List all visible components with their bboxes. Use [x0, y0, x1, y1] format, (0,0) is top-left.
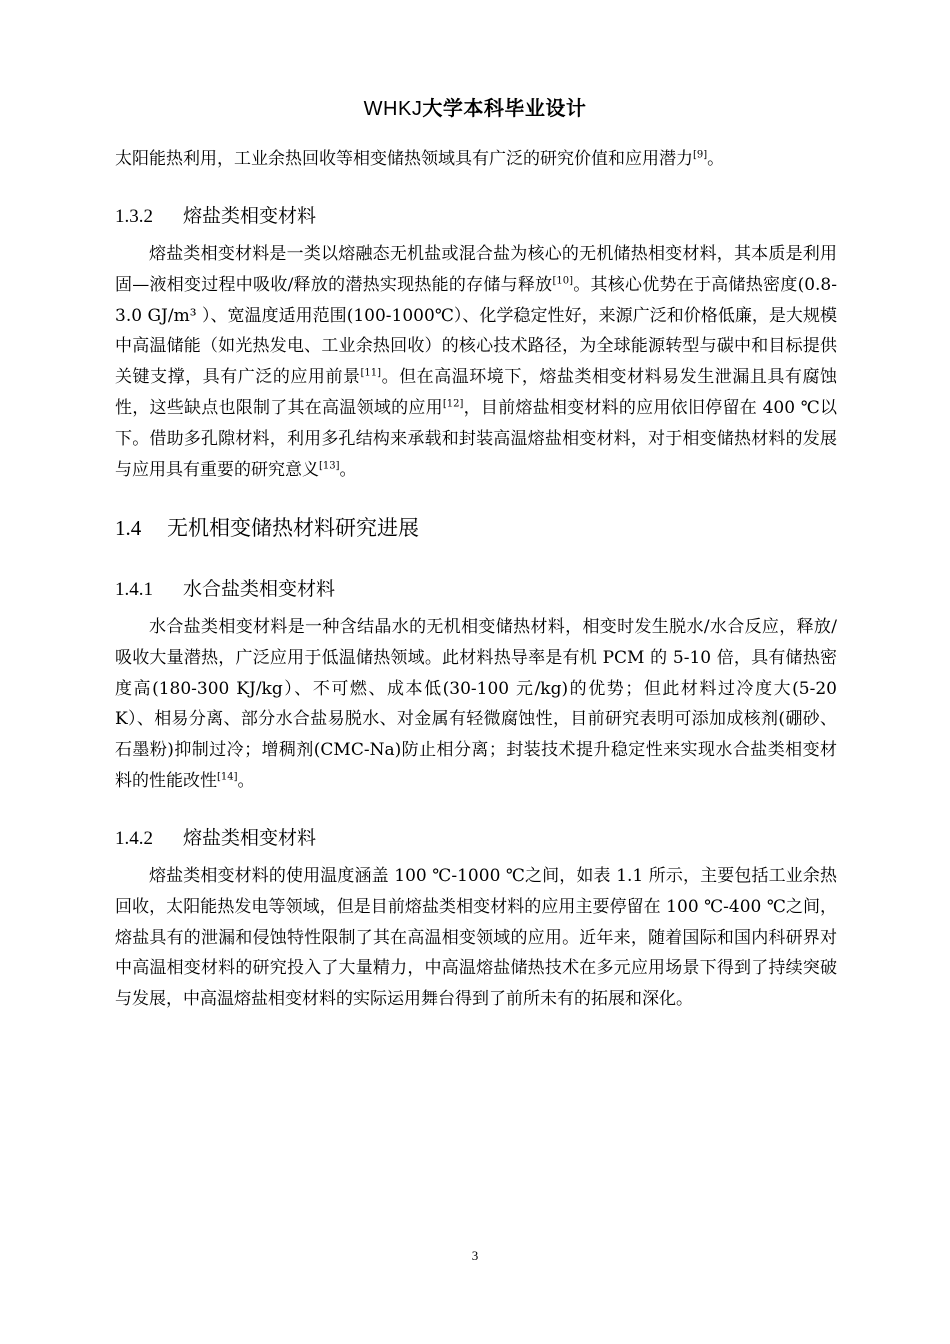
- page-header: [0, 92, 950, 121]
- paragraph-text: 。但在高温环境下，熔盐类相变材料易发生泄漏且具有腐蚀性，这些缺点也限制了其在高温领域的应用: [115, 367, 838, 418]
- page-number: 3: [471, 1248, 479, 1263]
- section-title: 无机相变储热材料研究进展: [167, 516, 419, 540]
- paragraph-hydrated-salt: [115, 612, 837, 797]
- citation: [9]: [693, 149, 708, 161]
- paragraph-molten-salt: [115, 239, 837, 485]
- section-number: 1.4.2: [115, 828, 153, 849]
- citation: [12]: [442, 398, 464, 410]
- intro-text: 太阳能热利用，工业余热回收等相变储热领域具有广泛的研究价值和应用潜力: [115, 149, 693, 169]
- section-title: 水合盐类相变材料: [183, 578, 336, 600]
- paragraph-molten-salt-applications: [115, 861, 837, 1015]
- header-latin: WHKJ: [363, 98, 423, 120]
- paragraph-text: 。: [237, 770, 255, 791]
- section-heading-1-4: [115, 512, 419, 542]
- paragraph-text: 水合盐类相变材料是一种含结晶水的无机相变储热材料，相变时发生脱水/水合反应，释放/吸收大量潜热，广泛应用于低温储热领域。此材料热导率是有机 PCM 的 5-10 倍，具有储热密度高(180-300 KJ/kg）、不可燃、成本低(30-100 元/kg)的优势；但此材料过冷度大(5-20 K）、相易分离、部分水合盐易脱水、对金属有轻微腐蚀性，目前研究表明可添加成核剂(硼砂、石墨粉)抑制过冷；增稠剂(CMC-Na)防止相分离；封装技术提升稳定性来实现水合盐类相变材料的性能改性: [115, 617, 837, 791]
- paragraph-text: ，目前熔盐相变材料的应用依旧停留在 400 ℃以下。借助多孔隙材料，利用多孔结构来承载和封装高温熔盐相变材料，对于相变储热材料的发展与应用具有重要的研究意义: [115, 397, 837, 480]
- paragraph-text: 。其核心优势在于高储热密度(0.8-3.0 GJ/m³ ）、宽温度适用范围(100-1000℃）、化学稳定性好，来源广泛和价格低廉，是大规模中高温储能（如光热发电、工业余热回收）的核心技术路径，为全球能源转型与碳中和目标提供关键支撑，具有广泛的应用前景: [115, 274, 837, 388]
- section-number: 1.3.2: [115, 206, 153, 227]
- citation: [11]: [360, 367, 382, 379]
- intro-end: 。: [707, 149, 725, 169]
- header-title: 大学本科毕业设计: [422, 96, 587, 120]
- section-number: 1.4: [115, 516, 142, 540]
- section-title: 熔盐类相变材料: [183, 205, 317, 227]
- section-heading-1-3-2: [115, 201, 316, 228]
- citation: [10]: [552, 275, 573, 287]
- citation: [14]: [217, 771, 238, 783]
- paragraph-text: 。: [339, 459, 357, 480]
- intro-paragraph: [115, 144, 837, 175]
- paragraph-text: 熔盐类相变材料是一类以熔融态无机盐或混合盐为核心的无机储热相变材料，其本质是利用固—液相变过程中吸收/释放的潜热实现热能的存储与释放: [115, 244, 837, 295]
- section-number: 1.4.1: [115, 579, 153, 600]
- paragraph-text: 熔盐类相变材料的使用温度涵盖 100 ℃-1000 ℃之间，如表 1.1 所示，主要包括工业余热回收，太阳能热发电等领域，但是目前熔盐类相变材料的应用主要停留在 100 ℃-400 ℃之间，熔盐具有的泄漏和侵蚀特性限制了其在高温相变领域的应用。近年来，随着国际和国内科研界对中高温相变材料的研究投入了大量精力，中高温熔盐储热技术在多元应用场景下得到了持续突破与发展，中高温熔盐相变材料的实际运用舞台得到了前所未有的拓展和深化。: [115, 866, 837, 1010]
- section-heading-1-4-1: [115, 574, 335, 601]
- section-heading-1-4-2: [115, 823, 316, 850]
- citation: [13]: [319, 459, 340, 471]
- section-title: 熔盐类相变材料: [183, 827, 317, 849]
